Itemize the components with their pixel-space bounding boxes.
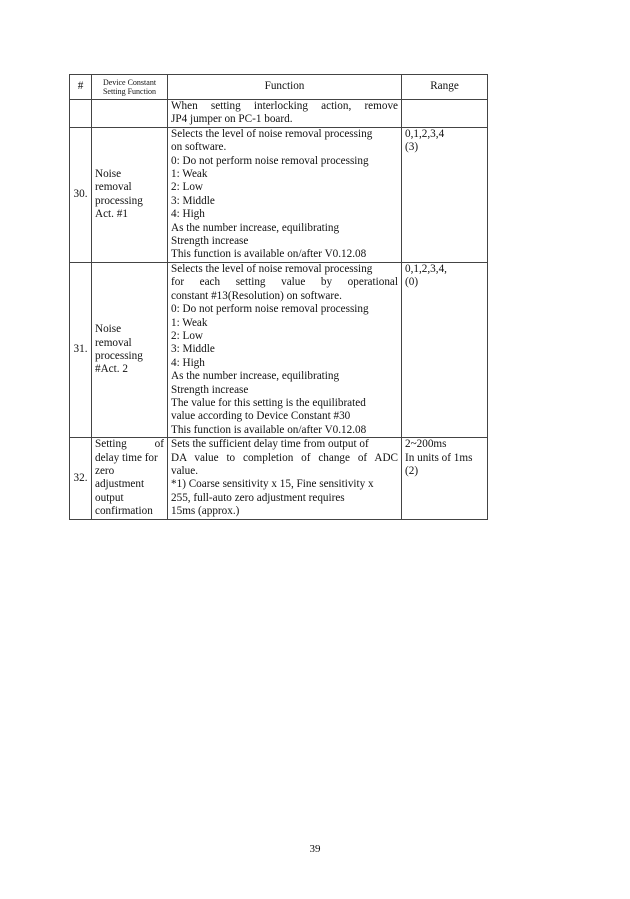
function-line: As the number increase, equilibrating bbox=[171, 370, 340, 383]
name-line: delay time for bbox=[95, 451, 158, 464]
range-line: In units of 1ms bbox=[405, 451, 473, 464]
function-line: JP4 jumper on PC-1 board. bbox=[171, 113, 293, 126]
cell-function bbox=[168, 438, 402, 519]
cell-number: 32. bbox=[70, 438, 92, 519]
range-line: (2) bbox=[405, 464, 419, 477]
function-line: 255, full-auto zero adjustment requires bbox=[171, 491, 345, 504]
function-line: 4: High bbox=[171, 208, 205, 221]
cell-number bbox=[70, 100, 92, 128]
page-number: 39 bbox=[309, 843, 321, 855]
function-line: Sets the sufficient delay time from output of bbox=[171, 438, 369, 451]
cell-name bbox=[92, 127, 168, 262]
function-line: 2: Low bbox=[171, 329, 204, 342]
name-line: output bbox=[95, 491, 124, 504]
cell-function bbox=[168, 262, 402, 437]
header-setting-function: Device Constant Setting Function bbox=[92, 75, 168, 100]
range-line: 0,1,2,3,4, bbox=[405, 262, 447, 275]
function-line: Selects the level of noise removal processing bbox=[171, 127, 373, 140]
name-line: removal bbox=[95, 181, 132, 194]
name-line: Noise bbox=[95, 323, 122, 336]
name-line: zero bbox=[95, 464, 115, 477]
function-line: As the number increase, equilibrating bbox=[171, 221, 340, 234]
function-line: for each setting value by operational bbox=[171, 276, 398, 289]
cell-range bbox=[402, 438, 488, 519]
table-row-31 bbox=[70, 262, 488, 437]
table-row-continuation bbox=[70, 100, 488, 128]
cell-range bbox=[402, 100, 488, 128]
device-constant-table bbox=[69, 74, 488, 520]
cell-number: 30. bbox=[70, 127, 92, 262]
function-line: 1: Weak bbox=[171, 316, 208, 329]
range-line: (3) bbox=[405, 141, 419, 154]
cell-name bbox=[92, 438, 168, 519]
function-line: *1) Coarse sensitivity x 15, Fine sensitivity x bbox=[171, 478, 374, 491]
function-line: When setting interlocking action, remove bbox=[171, 100, 398, 112]
function-line: Selects the level of noise removal processing bbox=[171, 262, 373, 275]
function-line: value according to Device Constant #30 bbox=[171, 410, 351, 423]
table-row-32 bbox=[70, 438, 488, 519]
range-line: (0) bbox=[405, 276, 419, 289]
name-line: Setting of bbox=[95, 438, 164, 451]
range-line: 2~200ms bbox=[405, 438, 447, 451]
function-line: 3: Middle bbox=[171, 343, 215, 356]
cell-range bbox=[402, 127, 488, 262]
header-range: Range bbox=[402, 75, 488, 100]
table-header-row bbox=[70, 75, 488, 100]
function-line: 4: High bbox=[171, 356, 205, 369]
function-line: This function is available on/after V0.12.08 bbox=[171, 248, 367, 261]
name-line: processing bbox=[95, 194, 143, 207]
function-line: Strength increase bbox=[171, 383, 249, 396]
function-line: The value for this setting is the equilibrated bbox=[171, 396, 366, 409]
function-line: DA value to completion of change of ADC bbox=[171, 451, 398, 464]
function-line: 15ms (approx.) bbox=[171, 505, 240, 518]
function-line: 1: Weak bbox=[171, 168, 208, 181]
function-line: 3: Middle bbox=[171, 194, 215, 207]
name-line: removal bbox=[95, 336, 132, 349]
function-line: 0: Do not perform noise removal processing bbox=[171, 303, 369, 316]
name-line: adjustment bbox=[95, 478, 145, 491]
function-line: value. bbox=[171, 464, 199, 477]
function-line: on software. bbox=[171, 141, 227, 154]
table-row-30 bbox=[70, 127, 488, 262]
cell-function bbox=[168, 127, 402, 262]
function-line: 0: Do not perform noise removal processing bbox=[171, 154, 369, 167]
name-line: #Act. 2 bbox=[95, 363, 128, 376]
cell-function bbox=[168, 100, 402, 128]
name-line: processing bbox=[95, 350, 143, 363]
cell-name bbox=[92, 262, 168, 437]
cell-range bbox=[402, 262, 488, 437]
name-line: Noise bbox=[95, 168, 122, 181]
range-line: 0,1,2,3,4 bbox=[405, 127, 445, 140]
cell-number: 31. bbox=[70, 262, 92, 437]
header-function: Function bbox=[168, 75, 402, 100]
name-line: Act. #1 bbox=[95, 208, 128, 221]
function-line: Strength increase bbox=[171, 235, 249, 248]
cell-name bbox=[92, 100, 168, 128]
name-line: confirmation bbox=[95, 505, 153, 518]
function-line: This function is available on/after V0.12.08 bbox=[171, 423, 367, 436]
header-number: # bbox=[70, 75, 92, 100]
function-line: 2: Low bbox=[171, 181, 204, 194]
function-line: constant #13(Resolution) on software. bbox=[171, 289, 342, 302]
